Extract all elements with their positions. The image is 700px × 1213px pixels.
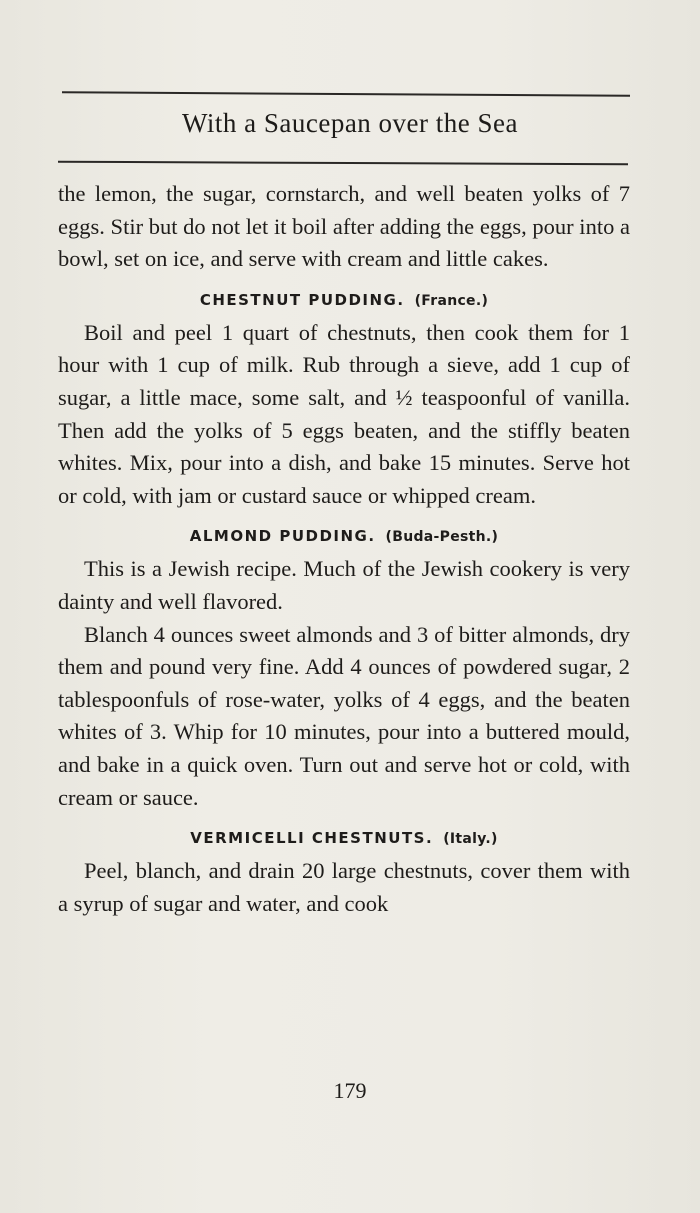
recipe-paragraph: Boil and peel 1 quart of chestnuts, then cook them for 1 hour with 1 cup of milk. Rub through a sieve, add 1 cup of sugar, a little mace, some salt, and ½ teaspoonful of vanilla. Then add the yolks of 5 eggs beaten, and the stiffly beaten whites. Mix, pour into a dish, and bake 15 minutes. Serve hot or cold, with jam or custard sauce or whipped cream. — [58, 319, 630, 508]
recipe-paragraph: Peel, blanch, and drain 20 large chestnuts, cover them with a syrup of sugar and water, and cook — [58, 858, 630, 916]
recipe-heading-chestnut-pudding — [58, 290, 630, 311]
recipe-origin: (France.) — [414, 292, 489, 309]
header-rule-top — [62, 91, 630, 96]
recipe-paragraph: This is a Jewish recipe. Much of the Jewish cookery is very dainty and well flavored. — [58, 556, 630, 614]
recipe-origin: (Italy.) — [443, 831, 498, 848]
recipe-title: CHESTNUT PUDDING. — [199, 290, 405, 309]
recipe-paragraph: Blanch 4 ounces sweet almonds and 3 of bitter almonds, dry them and pound very fine. Add 4 ounces of powdered sugar, 2 tablespoonfuls of rose-water, yolks of 4 eggs, and the beaten whites of 3. Whip for 10 minutes, pour into a buttered mould, and bake in a quick oven. Turn out and serve hot or cold, with cream or sauce. — [58, 621, 630, 810]
page-body — [58, 178, 630, 920]
recipe-heading-almond-pudding — [58, 526, 630, 547]
running-head: With a Saucepan over the Sea — [181, 108, 519, 138]
recipe-heading-vermicelli-chestnuts — [58, 828, 630, 849]
continuation-paragraph: the lemon, the sugar, cornstarch, and well beaten yolks of 7 eggs. Stir but do not let it boil after adding the eggs, pour into a bowl, set on ice, and serve with cream and little cakes. — [58, 181, 630, 272]
header-rule-bottom — [58, 161, 628, 165]
recipe-title: VERMICELLI CHESTNUTS. — [190, 829, 434, 848]
recipe-title: ALMOND PUDDING. — [189, 527, 376, 546]
recipe-origin: (Buda-Pesth.) — [385, 529, 499, 546]
page-number: 179 — [333, 1078, 367, 1103]
